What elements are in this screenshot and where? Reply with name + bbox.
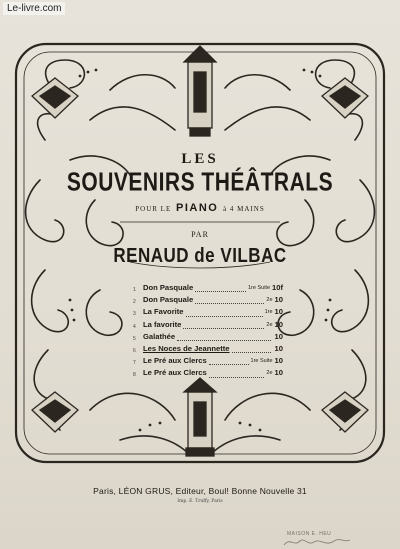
four-hands-label: à 4 MAINS [223, 205, 265, 213]
piano-label: PIANO [175, 202, 219, 214]
watermark-label: Le-livre.com [3, 2, 65, 15]
instrumentation-line [0, 202, 400, 214]
list-item: 8 Le Pré aux Clercs 2e 10 [133, 368, 283, 379]
dealer-stamp: MAISON E. HEU [287, 531, 332, 537]
list-item: 6 Les Noces de Jeannette 10 [133, 344, 283, 355]
list-item: 4 La favorite 2e 10 [133, 319, 283, 330]
publisher-line: Paris, LÉON GRUS, Editeur, Boul! Bonne Nouvelle 31 [93, 486, 307, 496]
list-item: 3 La Favorite 1re 10 [133, 307, 283, 318]
list-item: 7 Le Pré aux Clercs 1re Suite 10 [133, 356, 283, 367]
page-title: SOUVENIRS THÉÂTRALS [66, 168, 334, 197]
title-prefix: LES [181, 151, 219, 167]
list-item: 1 Don Pasquale 1re Suite 10f [133, 283, 283, 293]
composer-name: RENAUD de VILBAC [113, 244, 287, 267]
by-label: PAR [191, 230, 209, 239]
list-item: 5 Galathée 10 [133, 331, 283, 342]
printer-line: Imp. E. Truffy, Paris [177, 499, 223, 504]
pieces-list [133, 283, 283, 381]
signature-scribble [282, 535, 352, 549]
list-item: 2 Don Pasquale 2e 10 [133, 295, 283, 306]
pour-le-label: POUR LE [135, 205, 172, 213]
